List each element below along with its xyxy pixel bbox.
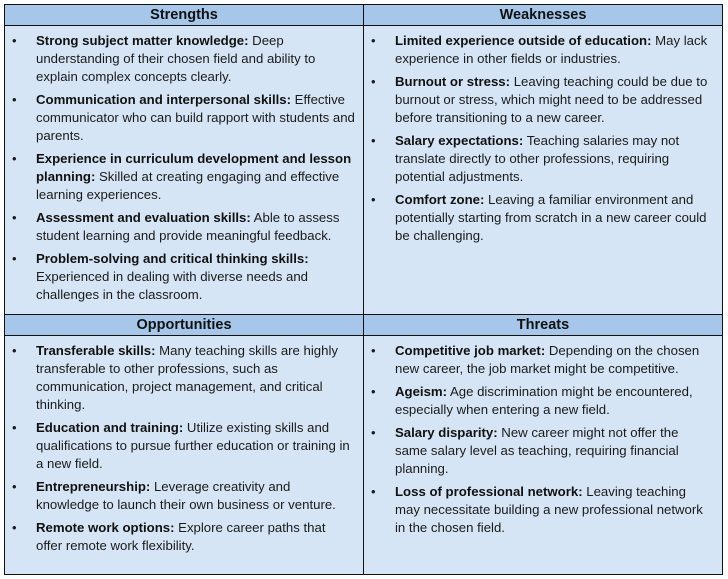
- item-term: Burnout or stress:: [395, 74, 511, 89]
- list-item: [395, 32, 714, 68]
- item-term: Competitive job market:: [395, 343, 546, 358]
- item-term: Salary disparity:: [395, 425, 498, 440]
- strengths-header: Strengths: [5, 5, 363, 26]
- item-term: Entrepreneurship:: [36, 479, 151, 494]
- list-item: [36, 519, 355, 555]
- item-term: Ageism:: [395, 384, 448, 399]
- item-description: New career might not offer the same salary level as teaching, requiring financial planning.: [395, 425, 679, 476]
- item-term: Education and training:: [36, 420, 184, 435]
- list-item: [395, 132, 714, 186]
- item-description: Deep understanding of their chosen field and ability to explain complex concepts clearly.: [36, 33, 316, 84]
- list-item: [395, 191, 714, 245]
- strengths-list: [5, 26, 363, 304]
- item-description: Leaving a familiar environment and potentially starting from scratch in a new career could be challenging.: [395, 192, 707, 243]
- item-term: Limited experience outside of education:: [395, 33, 652, 48]
- item-description: May lack experience in other fields or industries.: [395, 33, 708, 66]
- item-term: Communication and interpersonal skills:: [36, 92, 292, 107]
- list-item: [395, 424, 714, 478]
- list-item: [36, 150, 355, 204]
- list-item: [36, 478, 355, 514]
- item-term: Strong subject matter knowledge:: [36, 33, 249, 48]
- weaknesses-header: Weaknesses: [364, 5, 722, 26]
- list-item: [36, 342, 355, 414]
- swot-table: [4, 4, 723, 575]
- weaknesses-quadrant: [364, 5, 722, 315]
- threats-header: Threats: [364, 315, 722, 336]
- item-description: Utilize existing skills and qualifications to pursue further education or training in a new field.: [36, 420, 350, 471]
- opportunities-list: [5, 336, 363, 555]
- opportunities-header: Opportunities: [5, 315, 363, 336]
- list-item: [395, 73, 714, 127]
- list-item: [395, 483, 714, 537]
- item-term: Transferable skills:: [36, 343, 156, 358]
- item-term: Experience in curriculum development and lesson planning:: [36, 151, 352, 184]
- list-item: [36, 419, 355, 473]
- item-description: Teaching salaries may not translate directly to other professions, requiring potential adjustments.: [395, 133, 680, 184]
- item-description: Leverage creativity and knowledge to launch their own business or venture.: [36, 479, 336, 512]
- list-item: [36, 91, 355, 145]
- threats-list: [364, 336, 722, 537]
- item-description: Age discrimination might be encountered, especially when entering a new field.: [395, 384, 693, 417]
- item-description: Able to assess student learning and provide meaningful feedback.: [36, 210, 340, 243]
- item-description: Explore career paths that offer remote work flexibility.: [36, 520, 326, 553]
- list-item: [36, 250, 355, 304]
- item-term: Comfort zone:: [395, 192, 485, 207]
- item-term: Salary expectations:: [395, 133, 524, 148]
- opportunities-quadrant: [5, 315, 364, 574]
- list-item: [395, 383, 714, 419]
- list-item: [395, 342, 714, 378]
- item-term: Remote work options:: [36, 520, 175, 535]
- list-item: [36, 209, 355, 245]
- item-description: Effective communicator who can build rapport with students and parents.: [36, 92, 355, 143]
- strengths-quadrant: [5, 5, 364, 315]
- list-item: [36, 32, 355, 86]
- item-term: Problem-solving and critical thinking skills:: [36, 251, 309, 266]
- weaknesses-list: [364, 26, 722, 245]
- threats-quadrant: [364, 315, 722, 574]
- item-description: Leaving teaching may necessitate building a new professional network in the chosen field.: [395, 484, 703, 535]
- item-description: Skilled at creating engaging and effective learning experiences.: [36, 169, 340, 202]
- item-description: Depending on the chosen new career, the job market might be competitive.: [395, 343, 700, 376]
- item-description: Many teaching skills are highly transferable to other professions, such as communication, project management, and critical thinking.: [36, 343, 338, 412]
- item-description: Experienced in dealing with diverse needs and challenges in the classroom.: [36, 269, 308, 302]
- item-description: Leaving teaching could be due to burnout or stress, which might need to be addressed before transitioning to a new career.: [395, 74, 708, 125]
- item-term: Assessment and evaluation skills:: [36, 210, 251, 225]
- item-term: Loss of professional network:: [395, 484, 583, 499]
